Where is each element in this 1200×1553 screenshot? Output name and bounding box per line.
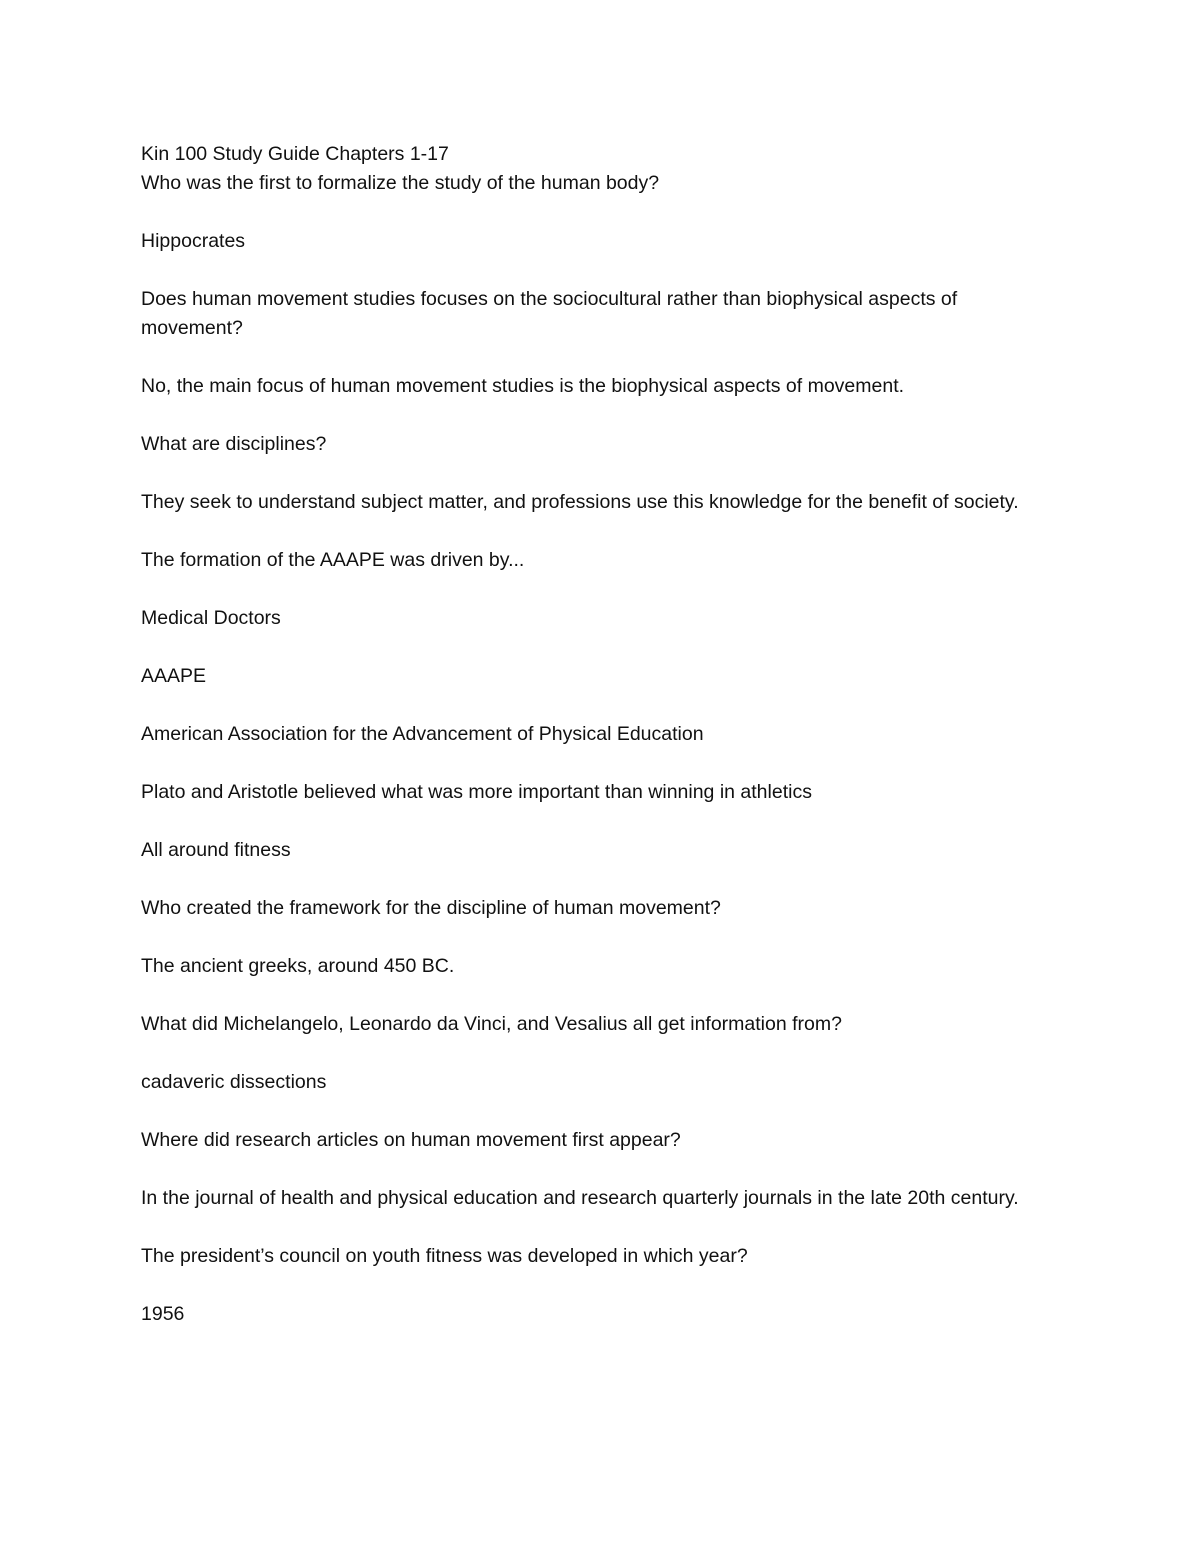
answer-cadaveric-dissections: cadaveric dissections [141,1071,327,1093]
answer-hippocrates: Hippocrates [141,230,246,252]
question-research-articles: Where did research articles on human movement first appear? [141,1129,681,1151]
answer-medical-doctors: Medical Doctors [141,607,281,629]
document-title: Kin 100 Study Guide Chapters 1-17 [141,143,449,165]
answer-disciplines: They seek to understand subject matter, and professions use this knowledge for the benefit of society. [141,491,1019,513]
answer-1956: 1956 [141,1303,185,1325]
definition-aaape: American Association for the Advancement of Physical Education [141,723,704,745]
question-human-movement-studies: Does human movement studies focuses on the sociocultural rather than biophysical aspects of movement? [141,288,958,339]
question-first-formalize: Who was the first to formalize the study of the human body? [141,172,660,194]
question-presidents-council: The president’s council on youth fitness was developed in which year? [141,1245,748,1267]
question-aaape-formation: The formation of the AAAPE was driven by... [141,549,525,571]
document-body [141,140,1061,1329]
question-plato-aristotle: Plato and Aristotle believed what was more important than winning in athletics [141,781,812,803]
term-aaape: AAAPE [141,665,207,687]
question-framework-creator: Who created the framework for the discipline of human movement? [141,897,721,919]
answer-ancient-greeks: The ancient greeks, around 450 BC. [141,955,455,977]
answer-biophysical-aspects: No, the main focus of human movement studies is the biophysical aspects of movement. [141,375,905,397]
question-disciplines: What are disciplines? [141,433,327,455]
question-information-source: What did Michelangelo, Leonardo da Vinci, and Vesalius all get information from? [141,1013,842,1035]
answer-all-around-fitness: All around fitness [141,839,291,861]
answer-research-journals: In the journal of health and physical education and research quarterly journals in the late 20th century. [141,1187,1019,1209]
